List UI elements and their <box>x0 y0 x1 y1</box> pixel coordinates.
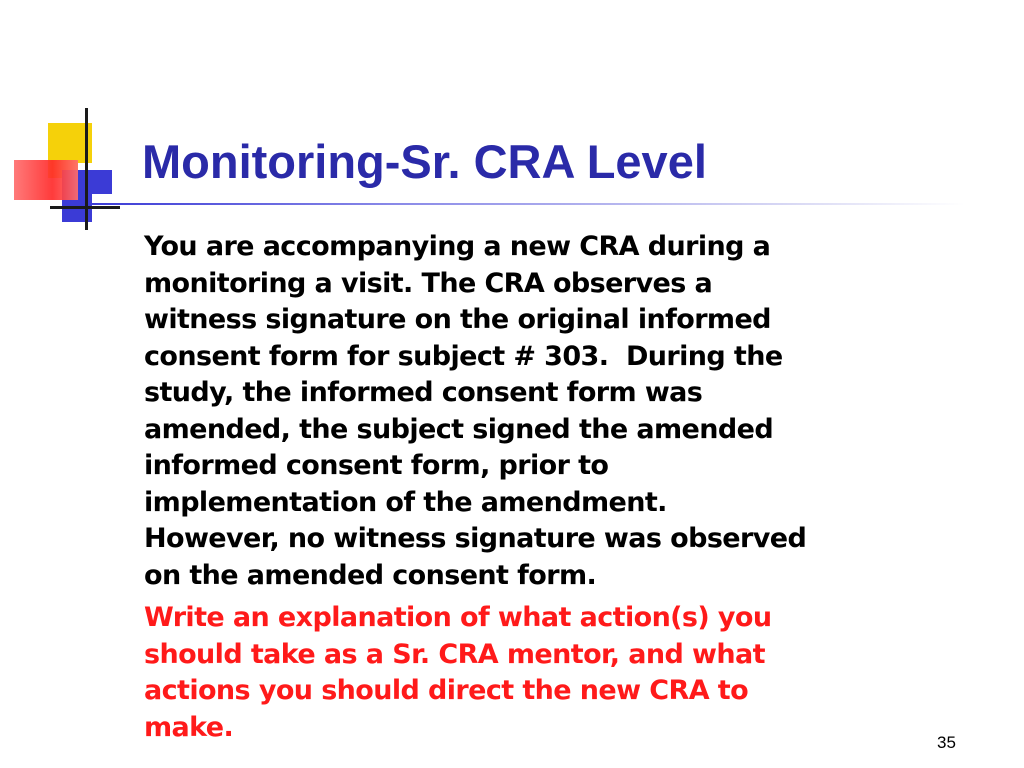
title-underline-rule <box>90 203 965 205</box>
question-line: Write an explanation of what action(s) you <box>144 602 772 633</box>
scenario-line: implementation of the amendment. <box>144 486 667 518</box>
slide-title: Monitoring-Sr. CRA Level <box>142 135 707 188</box>
blue-square-edge <box>92 170 112 194</box>
scenario-line: However, no witness signature was observed <box>144 523 807 554</box>
scenario-line: witness signature on the original informed <box>144 304 771 335</box>
scenario-paragraph <box>144 229 1004 594</box>
red-bar <box>14 160 78 200</box>
scenario-line: informed consent form, prior to <box>144 450 609 481</box>
scenario-line: You are accompanying a new CRA during a <box>144 231 771 262</box>
slide-body <box>144 229 1004 746</box>
yellow-square-edge <box>78 123 92 163</box>
yellow-square <box>48 123 78 178</box>
scenario-line: amended, the subject signed the amended <box>144 413 774 445</box>
question-line: make. <box>144 711 234 743</box>
horizontal-crosshair-line <box>50 206 120 209</box>
slide-logo-graphic <box>0 0 1024 240</box>
scenario-line: monitoring a visit. The CRA observes a <box>144 267 713 299</box>
blue-square <box>62 170 92 222</box>
scenario-line: study, the informed consent form was <box>144 377 703 408</box>
page-number: 35 <box>937 733 956 752</box>
scenario-line: consent form for subject # 303. During the <box>144 340 783 372</box>
question-paragraph <box>144 600 1004 746</box>
question-line: should take as a Sr. CRA mentor, and what <box>144 638 765 670</box>
vertical-crosshair-line <box>85 108 88 230</box>
scenario-line: on the amended consent form. <box>144 559 597 591</box>
question-line: actions you should direct the new CRA to <box>144 675 749 706</box>
